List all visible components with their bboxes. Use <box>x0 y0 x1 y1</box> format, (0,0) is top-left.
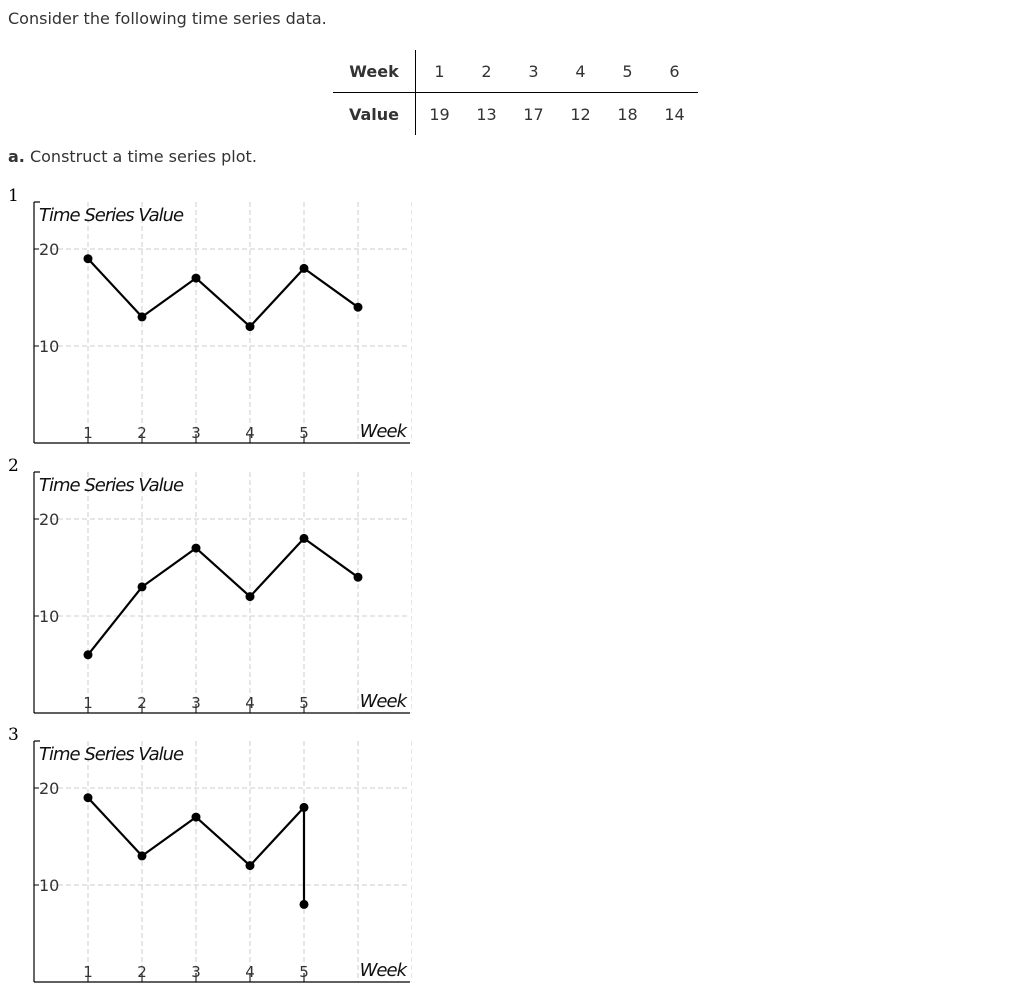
x-tick-label: 1 <box>83 424 93 442</box>
x-tick-label: 2 <box>137 963 147 981</box>
x-axis-label: Week <box>359 691 406 712</box>
y-tick-label: 10 <box>39 876 60 895</box>
data-point <box>300 900 309 909</box>
x-tick-label: 3 <box>191 963 201 981</box>
x-axis-label: Week <box>359 421 406 442</box>
table-row-value <box>333 93 698 136</box>
table-cell: 6 <box>651 50 698 93</box>
chart-title: Time Series Value <box>39 205 184 226</box>
data-point <box>300 534 309 543</box>
data-point <box>354 303 363 312</box>
x-tick-label: 1 <box>83 963 93 981</box>
part-a-text: Construct a time series plot. <box>29 147 257 166</box>
table-header-value: Value <box>333 93 416 136</box>
data-point <box>138 582 147 591</box>
series-line <box>88 259 358 327</box>
x-tick-label: 5 <box>299 694 309 712</box>
x-tick-label: 1 <box>83 694 93 712</box>
data-point <box>192 544 201 553</box>
table-cell: 4 <box>557 50 604 93</box>
table-header-week: Week <box>333 50 416 93</box>
table-cell: 19 <box>429 104 450 124</box>
table-cell: 18 <box>617 104 638 124</box>
table-cell: 1 <box>416 50 464 93</box>
y-tick-label: 20 <box>39 779 60 798</box>
series-line <box>88 538 358 654</box>
table-cell: 2 <box>463 50 510 93</box>
table-cell: 3 <box>510 50 557 93</box>
x-tick-label: 3 <box>191 424 201 442</box>
x-axis-label: Week <box>359 960 406 981</box>
x-tick-label: 2 <box>137 694 147 712</box>
data-point <box>192 813 201 822</box>
table-cell: 12 <box>570 104 591 124</box>
data-point <box>246 592 255 601</box>
option-number-1[interactable]: 1 <box>8 186 19 206</box>
data-point <box>84 793 93 802</box>
data-point <box>138 312 147 321</box>
y-tick-label: 10 <box>39 607 60 626</box>
x-tick-label: 4 <box>245 694 255 712</box>
data-point <box>192 274 201 283</box>
table-cell: 5 <box>604 50 651 93</box>
data-point <box>300 264 309 273</box>
data-point <box>84 650 93 659</box>
table-row-week <box>333 50 698 93</box>
data-point <box>84 254 93 263</box>
x-tick-label: 5 <box>299 963 309 981</box>
part-a-label: a. <box>8 147 25 166</box>
x-tick-label: 2 <box>137 424 147 442</box>
y-tick-label: 10 <box>39 337 60 356</box>
y-tick-label: 20 <box>39 240 60 259</box>
time-series-plot-option-2[interactable] <box>30 468 412 716</box>
option-number-3[interactable]: 3 <box>8 725 19 745</box>
chart-title: Time Series Value <box>39 475 184 496</box>
data-point <box>138 851 147 860</box>
time-series-plot-option-3[interactable] <box>30 737 412 985</box>
table-cell: 17 <box>523 104 544 124</box>
x-tick-label: 4 <box>245 424 255 442</box>
x-tick-label: 5 <box>299 424 309 442</box>
data-point <box>246 861 255 870</box>
question-intro: Consider the following time series data. <box>8 9 327 28</box>
data-table <box>333 50 698 135</box>
table-cell: 13 <box>476 104 497 124</box>
part-a-prompt <box>8 147 257 166</box>
x-tick-label: 4 <box>245 963 255 981</box>
data-point <box>246 322 255 331</box>
chart-title: Time Series Value <box>39 744 184 765</box>
x-tick-label: 3 <box>191 694 201 712</box>
data-point <box>354 573 363 582</box>
option-number-2[interactable]: 2 <box>8 456 19 476</box>
y-tick-label: 20 <box>39 510 60 529</box>
data-point <box>300 803 309 812</box>
time-series-plot-option-1[interactable] <box>30 198 412 446</box>
table-cell: 14 <box>664 104 685 124</box>
